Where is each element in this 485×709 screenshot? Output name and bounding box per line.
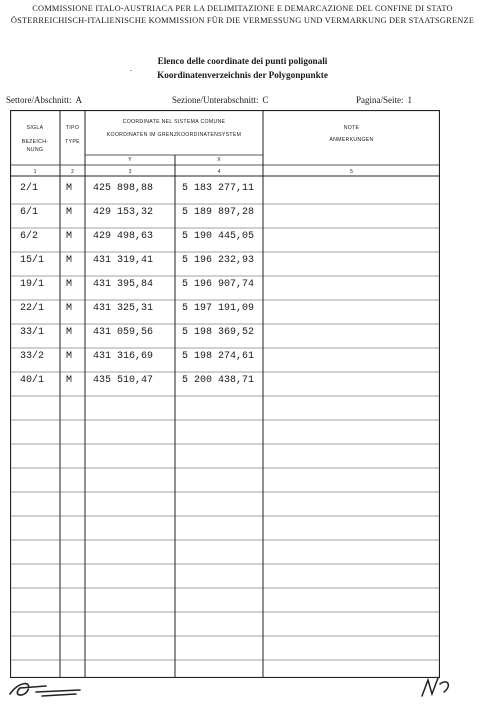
- document-title-italian: Elenco delle coordinate dei punti poligonali: [157, 56, 328, 66]
- cell-y: 431 325,31: [93, 303, 154, 314]
- cell-y: 435 510,47: [93, 375, 154, 386]
- cell-x: 5 200 438,71: [182, 375, 255, 386]
- cell-y: 431 316,69: [93, 351, 154, 362]
- cell-tipo: M: [66, 255, 73, 266]
- cell-tipo: M: [66, 375, 73, 386]
- header-tipo: [60, 124, 85, 146]
- table-row: [10, 228, 440, 246]
- header-note-line1: NOTE: [343, 125, 360, 131]
- sezione-field: [172, 95, 269, 105]
- table-row: [10, 276, 440, 294]
- commission-header-german: ÖSTERREICHISCH-ITALIENISCHE KOMMISSION FÜR DIE VERMESSUNG UND VERMARKUNG DER STAATSGRENZE: [10, 16, 475, 25]
- cell-sigla: 6/1: [20, 207, 39, 218]
- header-note: [263, 124, 440, 144]
- column-number-1: 1: [33, 169, 37, 175]
- header-sigla-line3: NUNG: [26, 147, 44, 153]
- coordinates-table: [10, 110, 440, 678]
- header-y: Y: [128, 157, 132, 163]
- settore-value: A: [75, 95, 82, 105]
- commission-header-italian: COMMISSIONE ITALO-AUSTRIACA PER LA DELIMITAZIONE E DEMARCAZIONE DEL CONFINE DI STATO: [32, 4, 453, 13]
- cell-x: 5 197 191,09: [182, 303, 255, 314]
- stray-mark: .: [130, 64, 132, 73]
- table-row: [10, 324, 440, 342]
- table-row: [10, 180, 440, 198]
- header-sigla: [10, 124, 60, 154]
- sezione-label: Sezione/Unterabschnitt:: [172, 95, 259, 105]
- cell-x: 5 196 907,74: [182, 279, 255, 290]
- table-row: [10, 300, 440, 318]
- column-number-3: 3: [128, 169, 132, 175]
- header-coordinates-line1: COORDINATE NEL SISTEMA COMUNE: [122, 119, 226, 125]
- header-coordinates-line2: KOORDINATEN IM GRENZKOORDINATENSYSTEM: [106, 132, 242, 138]
- header-sigla-line2: BEZEICH-: [21, 139, 49, 145]
- cell-tipo: M: [66, 183, 73, 194]
- cell-x: 5 198 369,52: [182, 327, 255, 338]
- cell-y: 425 898,88: [93, 183, 154, 194]
- pagina-value: 1: [407, 95, 412, 105]
- table-row: [10, 372, 440, 390]
- cell-y: 431 059,56: [93, 327, 154, 338]
- header-x: X: [217, 157, 221, 163]
- header-tipo-line1: TIPO: [65, 125, 80, 131]
- signature-left: [6, 672, 86, 702]
- cell-tipo: M: [66, 279, 73, 290]
- header-coordinates: [85, 118, 263, 139]
- cell-y: 431 395,84: [93, 279, 154, 290]
- cell-sigla: 22/1: [20, 303, 45, 314]
- cell-x: 5 183 277,11: [182, 183, 255, 194]
- cell-x: 5 189 897,28: [182, 207, 255, 218]
- cell-tipo: M: [66, 327, 73, 338]
- cell-y: 429 153,32: [93, 207, 154, 218]
- column-number-5: 5: [350, 169, 353, 175]
- settore-field: [6, 95, 82, 105]
- cell-sigla: 19/1: [20, 279, 45, 290]
- column-number-4: 4: [217, 169, 221, 175]
- header-note-line2: ANMERKUNGEN: [329, 137, 374, 143]
- pagina-label: Pagina/Seite:: [356, 95, 404, 105]
- cell-sigla: 2/1: [20, 183, 39, 194]
- cell-tipo: M: [66, 231, 73, 242]
- table-row: [10, 204, 440, 222]
- cell-tipo: M: [66, 207, 73, 218]
- cell-x: 5 196 232,93: [182, 255, 255, 266]
- cell-x: 5 190 445,05: [182, 231, 255, 242]
- cell-y: 431 319,41: [93, 255, 154, 266]
- cell-y: 429 498,63: [93, 231, 154, 242]
- header-tipo-line2: TYPE: [65, 139, 80, 145]
- document-title-german: Koordinatenverzeichnis der Polygonpunkte: [157, 70, 328, 80]
- column-number-2: 2: [71, 169, 74, 175]
- cell-sigla: 40/1: [20, 375, 45, 386]
- table-row: [10, 348, 440, 366]
- cell-sigla: 15/1: [20, 255, 45, 266]
- cell-sigla: 6/2: [20, 231, 39, 242]
- cell-tipo: M: [66, 351, 73, 362]
- cell-sigla: 33/2: [20, 351, 45, 362]
- pagina-field: [356, 95, 412, 105]
- settore-label: Settore/Abschnitt:: [6, 95, 72, 105]
- signature-right: [418, 672, 458, 702]
- header-sigla-line1: SIGLA: [26, 125, 44, 131]
- table-row: [10, 252, 440, 270]
- cell-x: 5 198 274,61: [182, 351, 255, 362]
- cell-sigla: 33/1: [20, 327, 45, 338]
- sezione-value: C: [262, 95, 269, 105]
- cell-tipo: M: [66, 303, 73, 314]
